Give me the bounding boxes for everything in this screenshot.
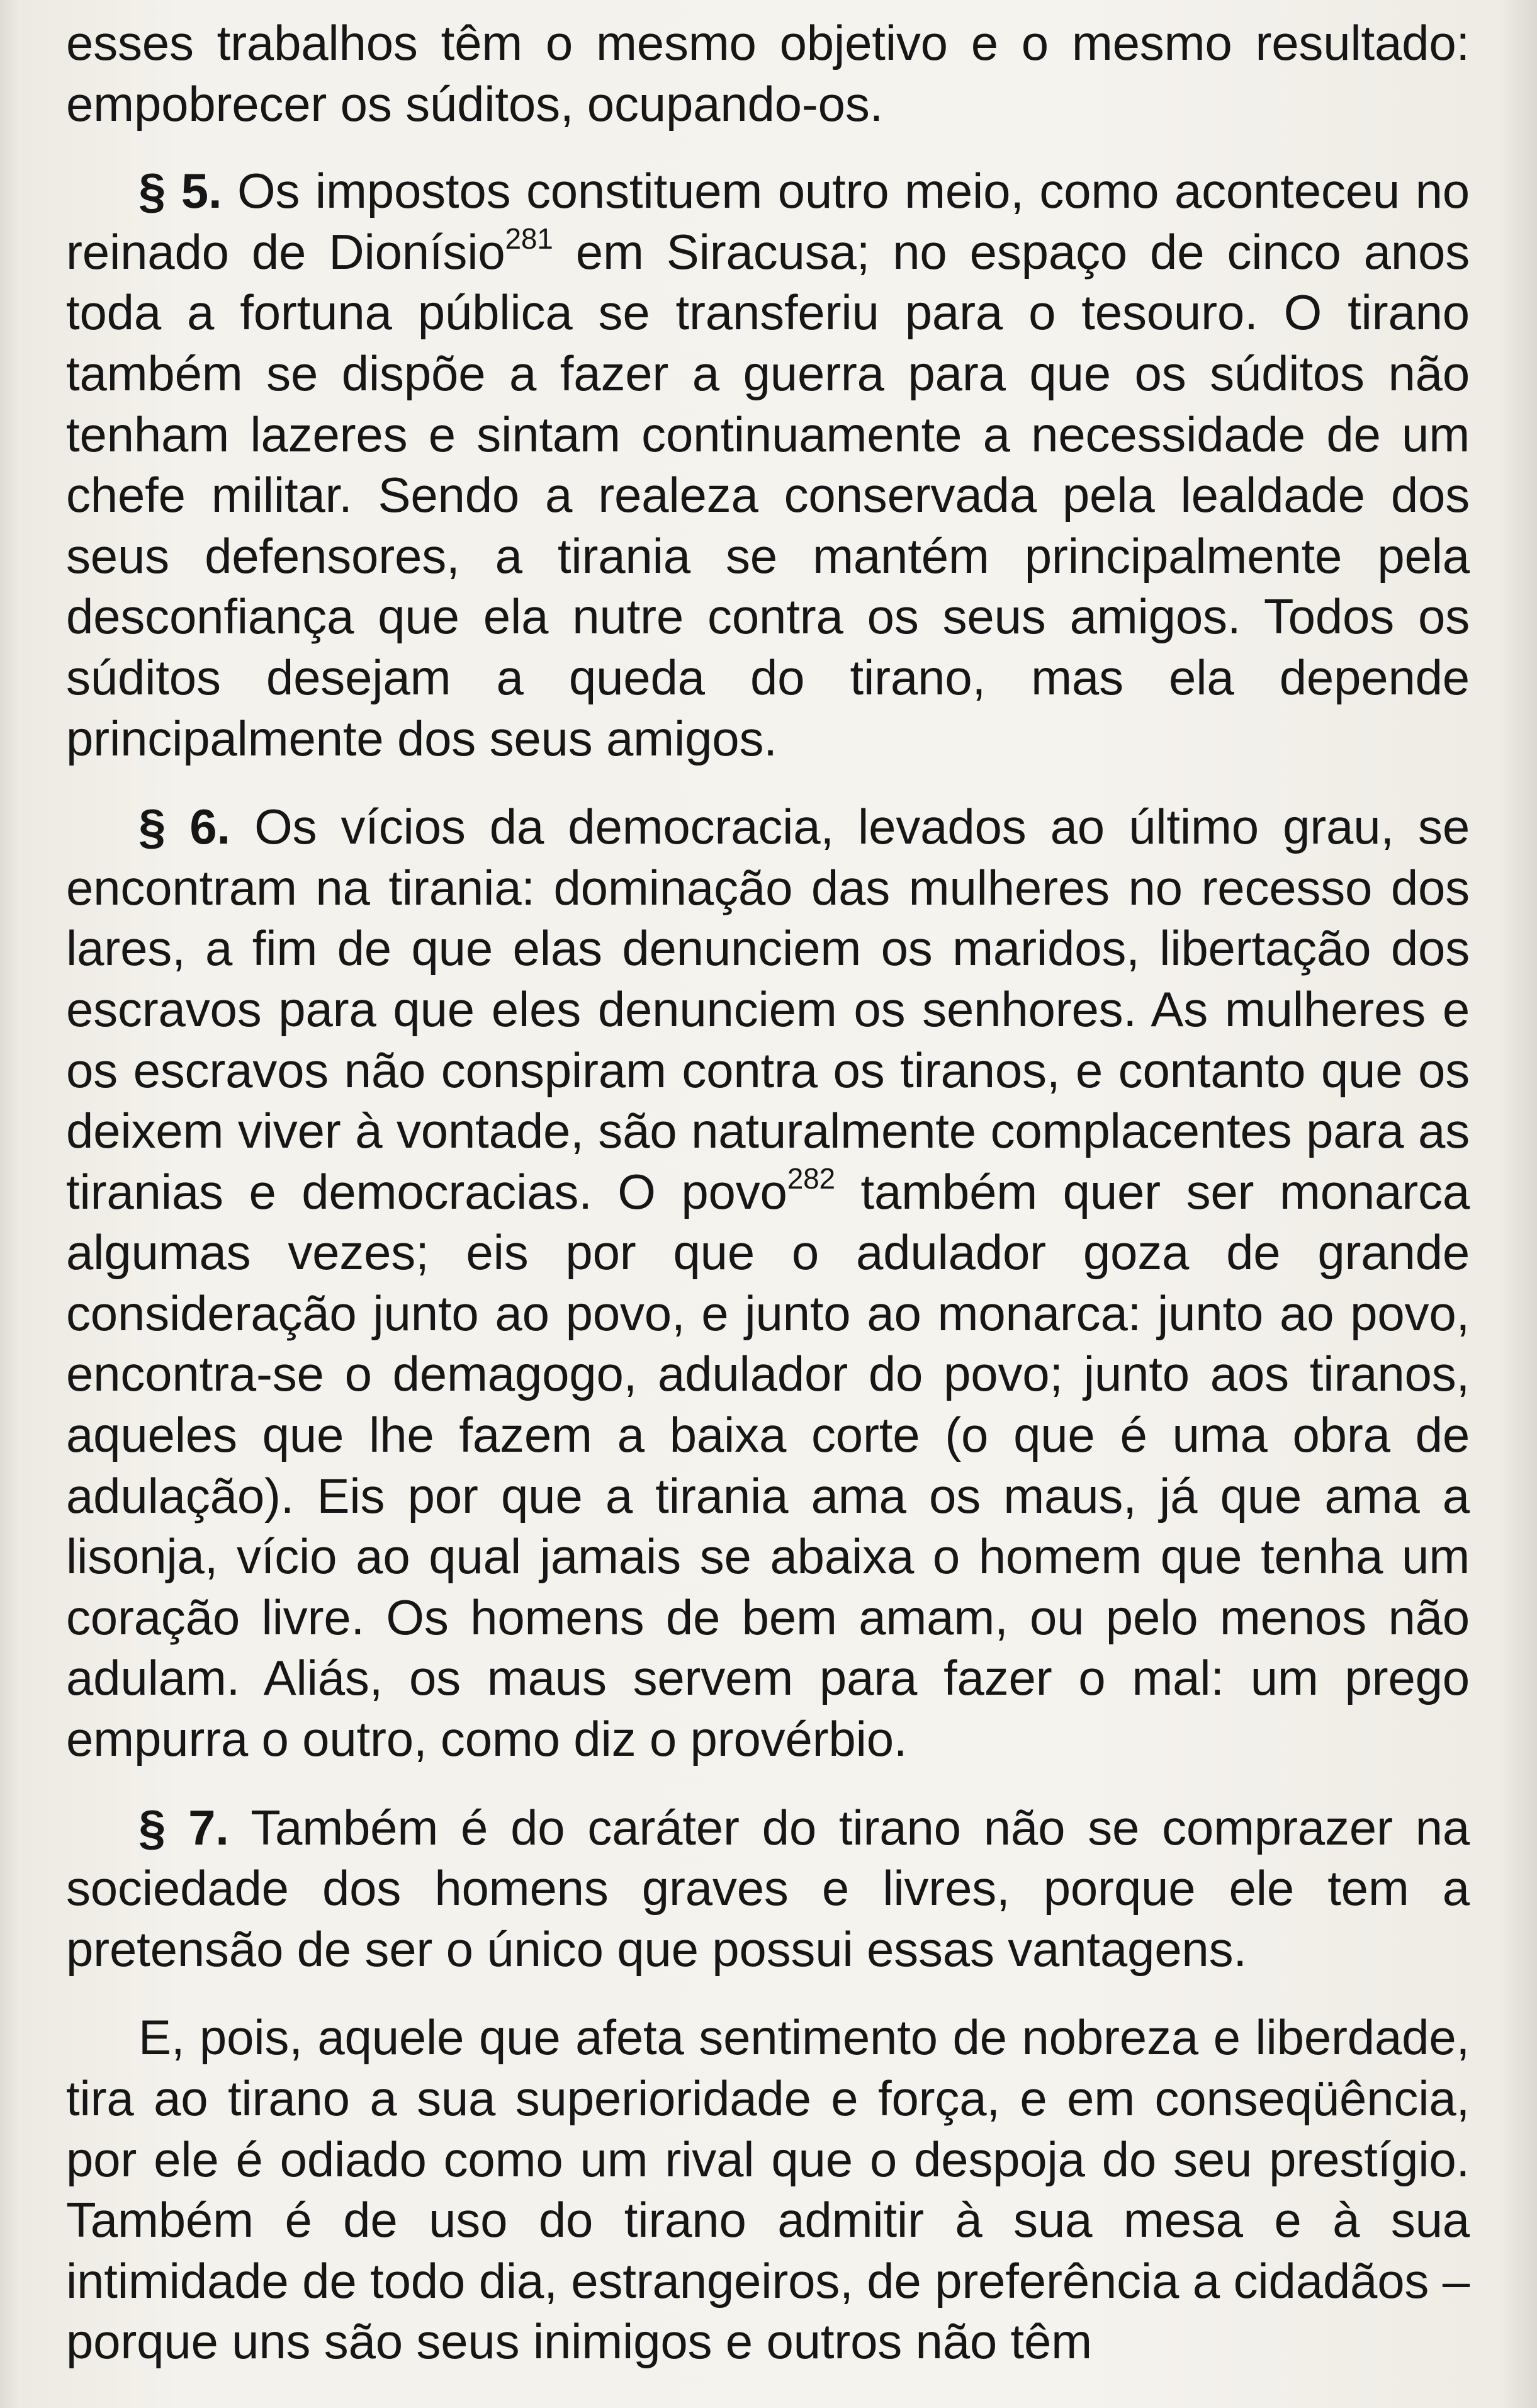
paragraph-final — [66, 2007, 1470, 2372]
footnote-ref: 282 — [787, 1162, 835, 1195]
paragraph-continuation — [66, 13, 1470, 134]
footnote-ref: 281 — [505, 222, 553, 255]
section-marker: § 5. — [138, 163, 222, 219]
paragraph-text: também quer ser monarca algumas vezes; eis por que o adulador goza de grande consideração junto ao povo, e junto ao monarca: junto ao povo, encontra-se o demagogo, adulador do povo; junto aos tiranos, aqueles que lhe fazem a baixa corte (o que é uma obra de adulação). Eis por que a tirania ama os maus, já que ama a lisonja, vício ao qual jamais se abaixa o homem que tenha um coração livre. Os homens de bem amam, ou pelo menos não adulam. Aliás, os maus servem para fazer o mal: um prego empurra o outro, como diz o provérbio. — [66, 1163, 1470, 1767]
page-right-shadow — [1499, 0, 1537, 2408]
paragraph-text: E, pois, aquele que afeta sentimento de nobreza e liberdade, tira ao tirano a sua superioridade e força, e em conseqüência, por ele é odiado como um rival que o despoja do seu prestígio. Também é de uso do tirano admitir à sua mesa e à sua intimidade de todo dia, estrangeiros, de preferência a cidadãos – porque uns são seus inimigos e outros não têm — [66, 2009, 1470, 2370]
section-marker: § 7. — [138, 1799, 229, 1855]
paragraph-text: Também é do caráter do tirano não se comprazer na sociedade dos homens graves e livres, porque ele tem a pretensão de ser o único que possui essas vantagens. — [66, 1799, 1470, 1977]
paragraph-section-5 — [66, 161, 1470, 769]
page-left-shadow — [0, 0, 19, 2408]
paragraph-text: Os vícios da democracia, levados ao último grau, se encontram na tirania: dominação das mulheres no recesso dos lares, a fim de que elas denunciem os maridos, libertação dos escravos para que eles denunciem os senhores. As mulheres e os escravos não conspiram contra os tiranos, e contanto que os deixem viver à vontade, são naturalmente complacentes para as tiranias e democracias. O povo — [66, 799, 1470, 1219]
paragraph-text: esses trabalhos têm o mesmo objetivo e o mesmo resultado: empobrecer os súditos, ocupando-os. — [66, 15, 1470, 132]
paragraph-section-7 — [66, 1797, 1470, 1980]
paragraph-section-6 — [66, 796, 1470, 1770]
section-marker: § 6. — [138, 799, 230, 855]
body-text — [66, 13, 1470, 2400]
paragraph-text: Os impostos constituem outro meio, como aconteceu no reinado de Dionísio — [66, 163, 1470, 280]
paragraph-text: em Siracusa; no espaço de cinco anos toda a fortuna pública se transferiu para o tesouro. O tirano também se dispõe a fazer a guerra para que os súditos não tenham lazeres e sintam continuamente a necessidade de um chefe militar. Sendo a realeza conservada pela lealdade dos seus defensores, a tirania se mantém principalmente pela desconfiança que ela nutre contra os seus amigos. Todos os súditos desejam a queda do tirano, mas ela depende principalmente dos seus amigos. — [66, 223, 1470, 766]
